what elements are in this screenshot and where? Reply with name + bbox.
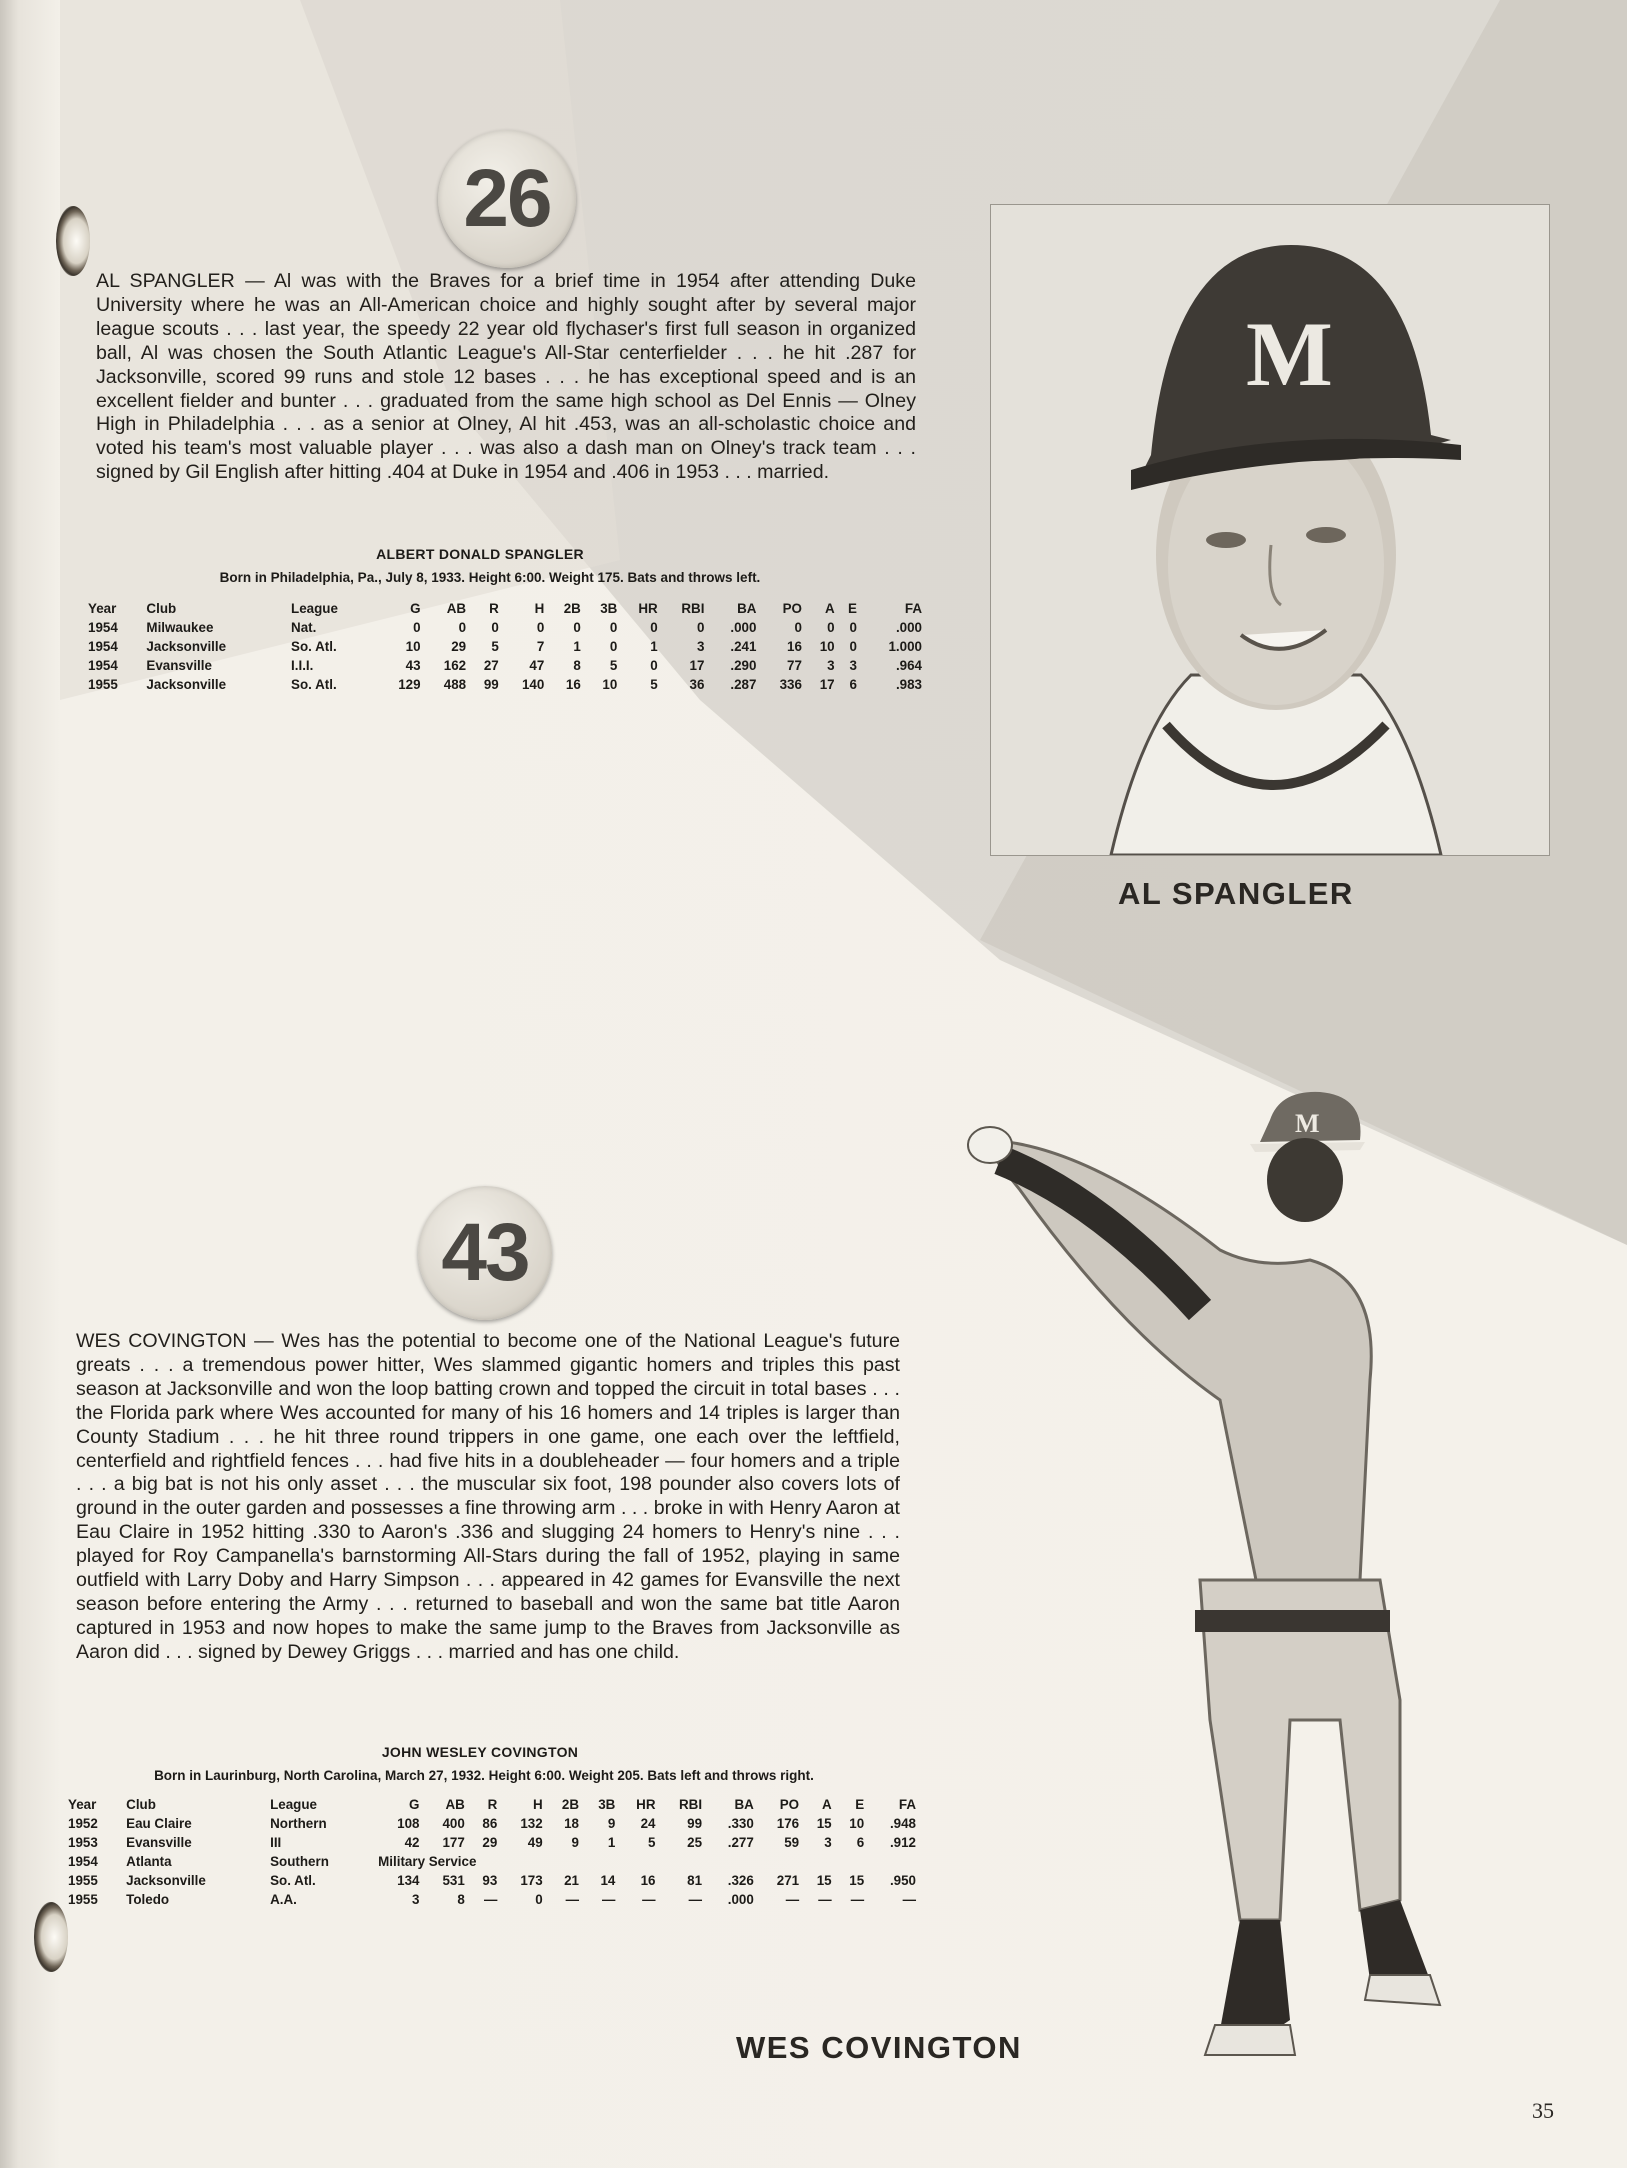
stats-header-cell: H [534, 600, 545, 616]
stats-cell: 25 [687, 1835, 703, 1850]
stats-cell: So. Atl. [291, 639, 337, 654]
stats-cell: 0 [794, 620, 802, 635]
stats-cell: 400 [442, 1816, 465, 1831]
stats-cell: .326 [727, 1873, 754, 1888]
stats-cell: .950 [889, 1873, 916, 1888]
stats-cell: 0 [413, 620, 421, 635]
stats-cell: 10 [849, 1816, 865, 1831]
player-bio [96, 270, 916, 485]
stats-cell: 0 [609, 639, 618, 654]
stats-cell: 0 [650, 658, 658, 673]
cap-logo: M [1246, 303, 1333, 405]
stats-cell: 14 [600, 1873, 616, 1888]
stats-cell: 99 [483, 677, 499, 692]
stats-cell: 10 [602, 677, 618, 692]
stats-cell: 43 [405, 658, 421, 673]
stats-cell: 271 [776, 1873, 800, 1888]
stats-cell: Nat. [291, 620, 317, 635]
stats-cell: .912 [889, 1835, 916, 1850]
page-number: 35 [1532, 2098, 1554, 2123]
binder-hole-top [56, 206, 90, 276]
bio-lead-name: WES COVINGTON [76, 1330, 247, 1352]
stats-header-cell: FA [904, 600, 922, 616]
stats-cell: 1954 [88, 658, 118, 673]
stats-header-cell: Year [68, 1796, 97, 1812]
stats-cell: — [601, 1892, 616, 1907]
stats-cell: Jacksonville [146, 677, 227, 692]
bio-lead-name: AL SPANGLER [96, 270, 235, 292]
stats-cell: 1954 [88, 620, 118, 635]
stats-cell: 29 [482, 1835, 498, 1850]
stats-cell: A.A. [270, 1892, 297, 1907]
stats-cell-empty [756, 1852, 801, 1871]
stats-cell: 3 [412, 1892, 420, 1907]
stats-cell: 162 [443, 658, 467, 673]
stats-cell: 5 [491, 639, 499, 654]
stats-cell: 0 [491, 620, 499, 635]
stats-cell: 59 [784, 1835, 800, 1850]
stats-cell: Atlanta [126, 1854, 172, 1869]
stats-cell: Jacksonville [126, 1873, 206, 1888]
stats-cell: 27 [483, 658, 499, 673]
stats-cell: Evansville [146, 658, 212, 673]
stats-header-cell: AB [445, 1796, 465, 1812]
stats-cell: .277 [727, 1835, 754, 1850]
stats-cell: .964 [895, 658, 922, 673]
stats-cell: 6 [849, 677, 857, 692]
stats-cell: 108 [397, 1816, 420, 1831]
stats-cell: .330 [727, 1816, 754, 1831]
stats-cell: 49 [527, 1835, 543, 1850]
stats-cell: .287 [730, 677, 757, 692]
stats-cell: 7 [536, 639, 545, 654]
stats-header-cell: 2B [561, 1796, 579, 1812]
stats-cell: 16 [565, 677, 581, 692]
stats-header-cell: FA [898, 1796, 916, 1812]
stats-header-cell: HR [636, 1796, 656, 1812]
stats-header-cell: G [409, 1796, 420, 1812]
stats-cell: Northern [270, 1816, 327, 1831]
stats-cell: 1955 [88, 677, 118, 692]
stats-header-cell: 3B [600, 600, 618, 616]
binder-hole-bottom [34, 1902, 68, 1972]
stats-cell: .000 [730, 620, 757, 635]
stats-cell: 134 [397, 1873, 420, 1888]
portrait-illustration [991, 205, 1549, 855]
stats-header-cell: R [487, 1796, 498, 1812]
stats-cell: 8 [457, 1892, 465, 1907]
stats-cell: 0 [827, 620, 835, 635]
bio-text: — Wes has the potential to become one of the National League's future greats . . . a tremendous power hitter, Wes slammed gigantic homers and triples this past season at Jacksonville and won the loop batting crown and topped the circuit in total bases . . . the Florida park where Wes accounted for many of his 16 homers and 14 triples is larger than County Stadium . . . he hit three round trippers in one game, one each over the leftfield, centerfield and rightfield fences . . . had five hits in a doubleheader — four homers and a triple . . . a big bat is not his only asset . . . the muscular six foot, 198 pounder also covers lots of ground in the outer garden and possesses a fine throwing arm . . . broke in with Henry Aaron at Eau Claire in 1952 hitting .330 to Aaron's .336 and slugging 24 homers to Henry's nine . . . played for Roy Campanella's barnstorming All-Stars during the fall of 1952, playing in same outfield with Larry Doby and Harry Simpson . . . appeared in 42 games for Evansville the next season before entering the Army . . . returned to baseball and won the same bat title Aaron captured in 1953 and now hopes to make the same jump to the Braves from Jacksonville as Aaron did . . . signed by Dewey Griggs . . . married and has one child. [76, 1330, 900, 1663]
stats-cell: 1 [607, 1835, 616, 1850]
stats-cell: 18 [564, 1816, 579, 1831]
stats-cell: 81 [687, 1873, 703, 1888]
stats-cell: 1954 [68, 1854, 98, 1869]
career-stats-table [86, 598, 924, 694]
stats-header-cell: 2B [563, 600, 581, 616]
stats-row [66, 1890, 918, 1909]
stats-header-cell: A [824, 600, 835, 616]
stats-cell: 17 [819, 677, 835, 692]
stats-cell: 0 [458, 620, 467, 635]
player-birth-info: Born in Philadelphia, Pa., July 8, 1933. Height 6:00. Weight 175. Bats and throws left. [219, 570, 761, 585]
stats-cell: 0 [573, 620, 581, 635]
stats-cell-empty [801, 1852, 834, 1871]
stats-cell: 1953 [68, 1835, 98, 1850]
stats-cell: 6 [856, 1835, 865, 1850]
stats-cell: So. Atl. [291, 677, 337, 692]
stats-cell-empty [617, 1852, 657, 1871]
stats-row [66, 1871, 918, 1890]
stats-cell: 3 [697, 639, 705, 654]
stats-row-military [66, 1852, 918, 1871]
jersey-number-badge [418, 1186, 552, 1320]
stats-header-cell: A [821, 1796, 832, 1812]
stats-cell: 1 [573, 639, 581, 654]
stats-cell: 24 [640, 1816, 656, 1831]
stats-cell: — [818, 1892, 832, 1907]
stats-cell-empty [658, 1852, 705, 1871]
stats-cell: 9 [607, 1816, 616, 1831]
stats-cell: 0 [609, 620, 618, 635]
stats-cell: 99 [687, 1816, 703, 1831]
military-service-note: Military Service [378, 1854, 477, 1869]
player-caption: WES COVINGTON [736, 2030, 1022, 2065]
stats-cell: Southern [270, 1854, 329, 1869]
stats-cell: .948 [889, 1816, 916, 1831]
cap-logo: M [1295, 1109, 1320, 1138]
stats-cell: 15 [816, 1873, 832, 1888]
stats-header-cell: PO [782, 600, 802, 616]
stats-row [86, 656, 924, 675]
stats-cell: — [483, 1892, 498, 1907]
stats-cell: 21 [564, 1873, 579, 1888]
stats-header-cell: League [291, 600, 338, 616]
player-birth-info: Born in Laurinburg, North Carolina, March 27, 1932. Height 6:00. Weight 205. Bats left and throws right. [154, 1768, 814, 1783]
stats-row [66, 1833, 918, 1852]
stats-cell: — [688, 1892, 703, 1907]
stats-cell: .290 [730, 658, 757, 673]
stats-cell: 0 [697, 620, 705, 635]
stats-cell: 177 [442, 1835, 465, 1850]
stats-cell: 176 [776, 1816, 800, 1831]
stats-cell: Toledo [126, 1892, 170, 1907]
stats-cell: 5 [650, 677, 658, 692]
player-full-name: ALBERT DONALD SPANGLER [376, 546, 584, 562]
player-photo [990, 204, 1550, 856]
jersey-number: 43 [441, 1207, 529, 1298]
stats-cell: .983 [895, 677, 922, 692]
stats-header-cell: BA [734, 1796, 754, 1812]
stats-cell: 42 [404, 1835, 420, 1850]
player-bio [76, 1330, 900, 1665]
stats-cell: 140 [521, 677, 545, 692]
career-stats-table [66, 1794, 918, 1909]
stats-cell: 129 [398, 677, 421, 692]
stats-cell: 16 [787, 639, 802, 654]
stats-cell: 16 [640, 1873, 656, 1888]
stats-cell: 15 [816, 1816, 832, 1831]
stats-cell: .000 [895, 620, 922, 635]
stats-cell: 77 [787, 658, 802, 673]
stats-cell: III [270, 1835, 282, 1850]
stats-cell: 3 [827, 658, 835, 673]
stats-cell: 531 [442, 1873, 465, 1888]
stats-cell: 132 [520, 1816, 543, 1831]
stats-cell: 8 [573, 658, 581, 673]
stats-cell: So. Atl. [270, 1873, 316, 1888]
bio-text: — Al was with the Braves for a brief time in 1954 after attending Duke University where he was an All-American choice and highly sought after by several major league scouts . . . last year, the speedy 22 year old flychaser's first full season in organized ball, Al was chosen the South Atlantic League's All-Star centerfielder . . . he hit .287 for Jacksonville, scored 99 runs and stole 12 bases . . . he has exceptional speed and is an excellent fielder and bunter . . . graduated from the same high school as Del Ennis — Olney High in Philadelphia . . . as a senior at Olney, Al hit .453, was an all-scholastic choice and voted his team's most valuable player . . . was also a dash man on Olney's track team . . . signed by Gil English after hitting .404 at Duke in 1954 and .406 in 1953 . . . married. [96, 270, 917, 484]
stats-cell: 17 [689, 658, 705, 673]
stats-cell: 0 [536, 620, 545, 635]
stats-cell: 3 [824, 1835, 832, 1850]
stats-header-cell: League [270, 1796, 317, 1812]
stats-header-row [86, 598, 924, 618]
stats-cell: 9 [571, 1835, 579, 1850]
stats-cell: 0 [849, 620, 857, 635]
stats-header-cell: Year [88, 600, 117, 616]
stats-row [86, 675, 924, 694]
stats-cell: — [642, 1892, 656, 1907]
stats-cell: Evansville [126, 1835, 192, 1850]
stats-cell: 10 [819, 639, 835, 654]
player-caption: AL SPANGLER [1118, 876, 1354, 911]
stats-cell: 1954 [88, 639, 118, 654]
stats-header-cell: Club [126, 1796, 156, 1812]
jersey-number-badge [438, 130, 576, 268]
stats-cell: 0 [535, 1892, 543, 1907]
stats-header-cell: 3B [598, 1796, 616, 1812]
stats-header-cell: AB [446, 600, 467, 616]
stats-cell: 47 [529, 658, 545, 673]
stats-cell: 36 [689, 677, 705, 692]
stats-cell: 0 [650, 620, 658, 635]
stats-cell: Eau Claire [126, 1816, 192, 1831]
stats-header-cell: E [855, 1796, 865, 1812]
stats-cell: — [785, 1892, 800, 1907]
stats-cell: 86 [482, 1816, 498, 1831]
stats-cell: 488 [443, 677, 467, 692]
player-action-photo [960, 1080, 1460, 2070]
stats-header-row [66, 1794, 918, 1814]
stats-cell: — [565, 1892, 579, 1907]
stats-cell: 15 [849, 1873, 865, 1888]
stats-row [86, 637, 924, 656]
stats-cell-empty [834, 1852, 867, 1871]
stats-cell: I.I.I. [291, 658, 314, 673]
stats-cell: 1955 [68, 1892, 98, 1907]
jersey-number: 26 [463, 153, 551, 244]
stats-cell-empty [866, 1852, 918, 1871]
stats-header-cell: E [848, 600, 857, 616]
stats-cell: .241 [730, 639, 757, 654]
stats-header-cell: R [489, 600, 499, 616]
stats-header-cell: RBI [681, 600, 705, 616]
stats-header-cell: Club [146, 600, 177, 616]
stats-cell: 93 [482, 1873, 498, 1888]
stats-header-cell: RBI [679, 1796, 703, 1812]
stats-cell: 29 [451, 639, 467, 654]
stats-cell: — [902, 1892, 916, 1907]
stats-row [66, 1814, 918, 1833]
stats-cell: 173 [520, 1873, 543, 1888]
stats-cell: 5 [609, 658, 618, 673]
stats-row [86, 618, 924, 637]
stats-cell: 10 [405, 639, 421, 654]
stats-header-cell: PO [779, 1796, 800, 1812]
stats-cell: 1.000 [888, 639, 922, 654]
stats-cell: 1 [650, 639, 658, 654]
stats-cell: .000 [727, 1892, 754, 1907]
stats-cell: 5 [648, 1835, 656, 1850]
stats-header-cell: HR [638, 600, 658, 616]
stats-header-cell: H [532, 1796, 543, 1812]
stats-cell: 1955 [68, 1873, 98, 1888]
stats-cell: 1952 [68, 1816, 98, 1831]
stats-header-cell: G [410, 600, 421, 616]
stats-cell: 3 [849, 658, 857, 673]
batter-illustration [960, 1080, 1460, 2070]
stats-cell-empty [704, 1852, 756, 1871]
stats-cell: Jacksonville [146, 639, 227, 654]
player-full-name: JOHN WESLEY COVINGTON [381, 1744, 579, 1760]
stats-cell: — [850, 1892, 865, 1907]
stats-cell: 336 [779, 677, 802, 692]
stats-cell: 0 [849, 639, 857, 654]
stats-header-cell: BA [737, 600, 757, 616]
stats-cell: Milwaukee [146, 620, 214, 635]
